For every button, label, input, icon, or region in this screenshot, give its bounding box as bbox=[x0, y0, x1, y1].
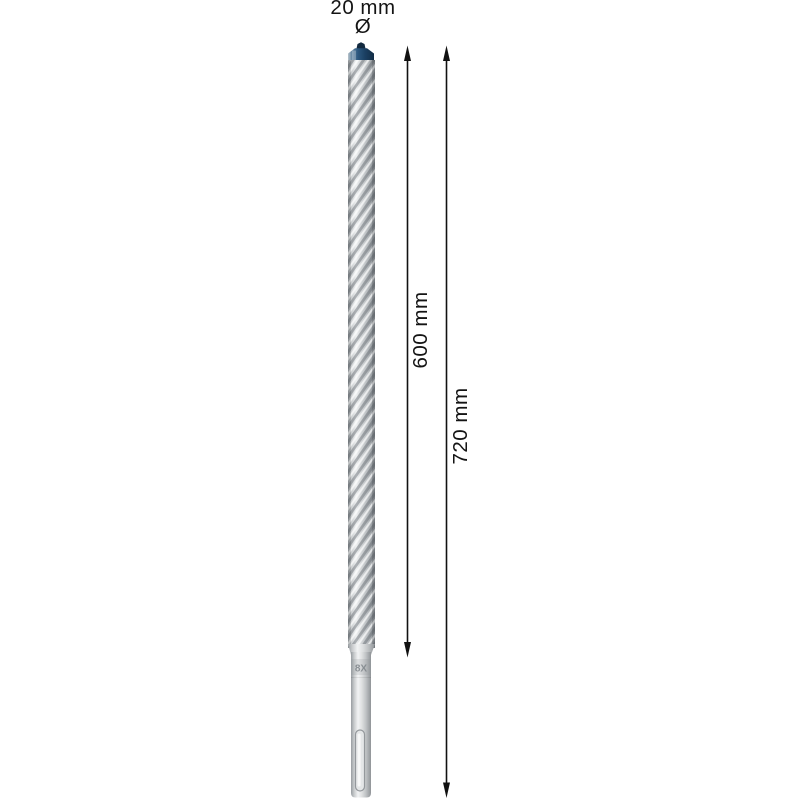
sds-max-groove bbox=[356, 730, 365, 791]
carbide-tip-point bbox=[357, 42, 366, 48]
arrow-up-icon bbox=[443, 46, 450, 62]
arrow-down-icon bbox=[404, 642, 411, 658]
arrow-up-icon bbox=[404, 46, 411, 62]
total-length-label: 720 mm bbox=[449, 387, 472, 465]
diameter-symbol: Ø bbox=[354, 15, 372, 38]
working-length-label: 600 mm bbox=[409, 291, 432, 369]
shank bbox=[351, 652, 371, 798]
shank-marking: 8X bbox=[354, 663, 368, 675]
spiral-flute-body bbox=[348, 60, 375, 648]
arrow-down-icon bbox=[443, 783, 450, 799]
diameter-value: 20 mm bbox=[330, 0, 396, 19]
